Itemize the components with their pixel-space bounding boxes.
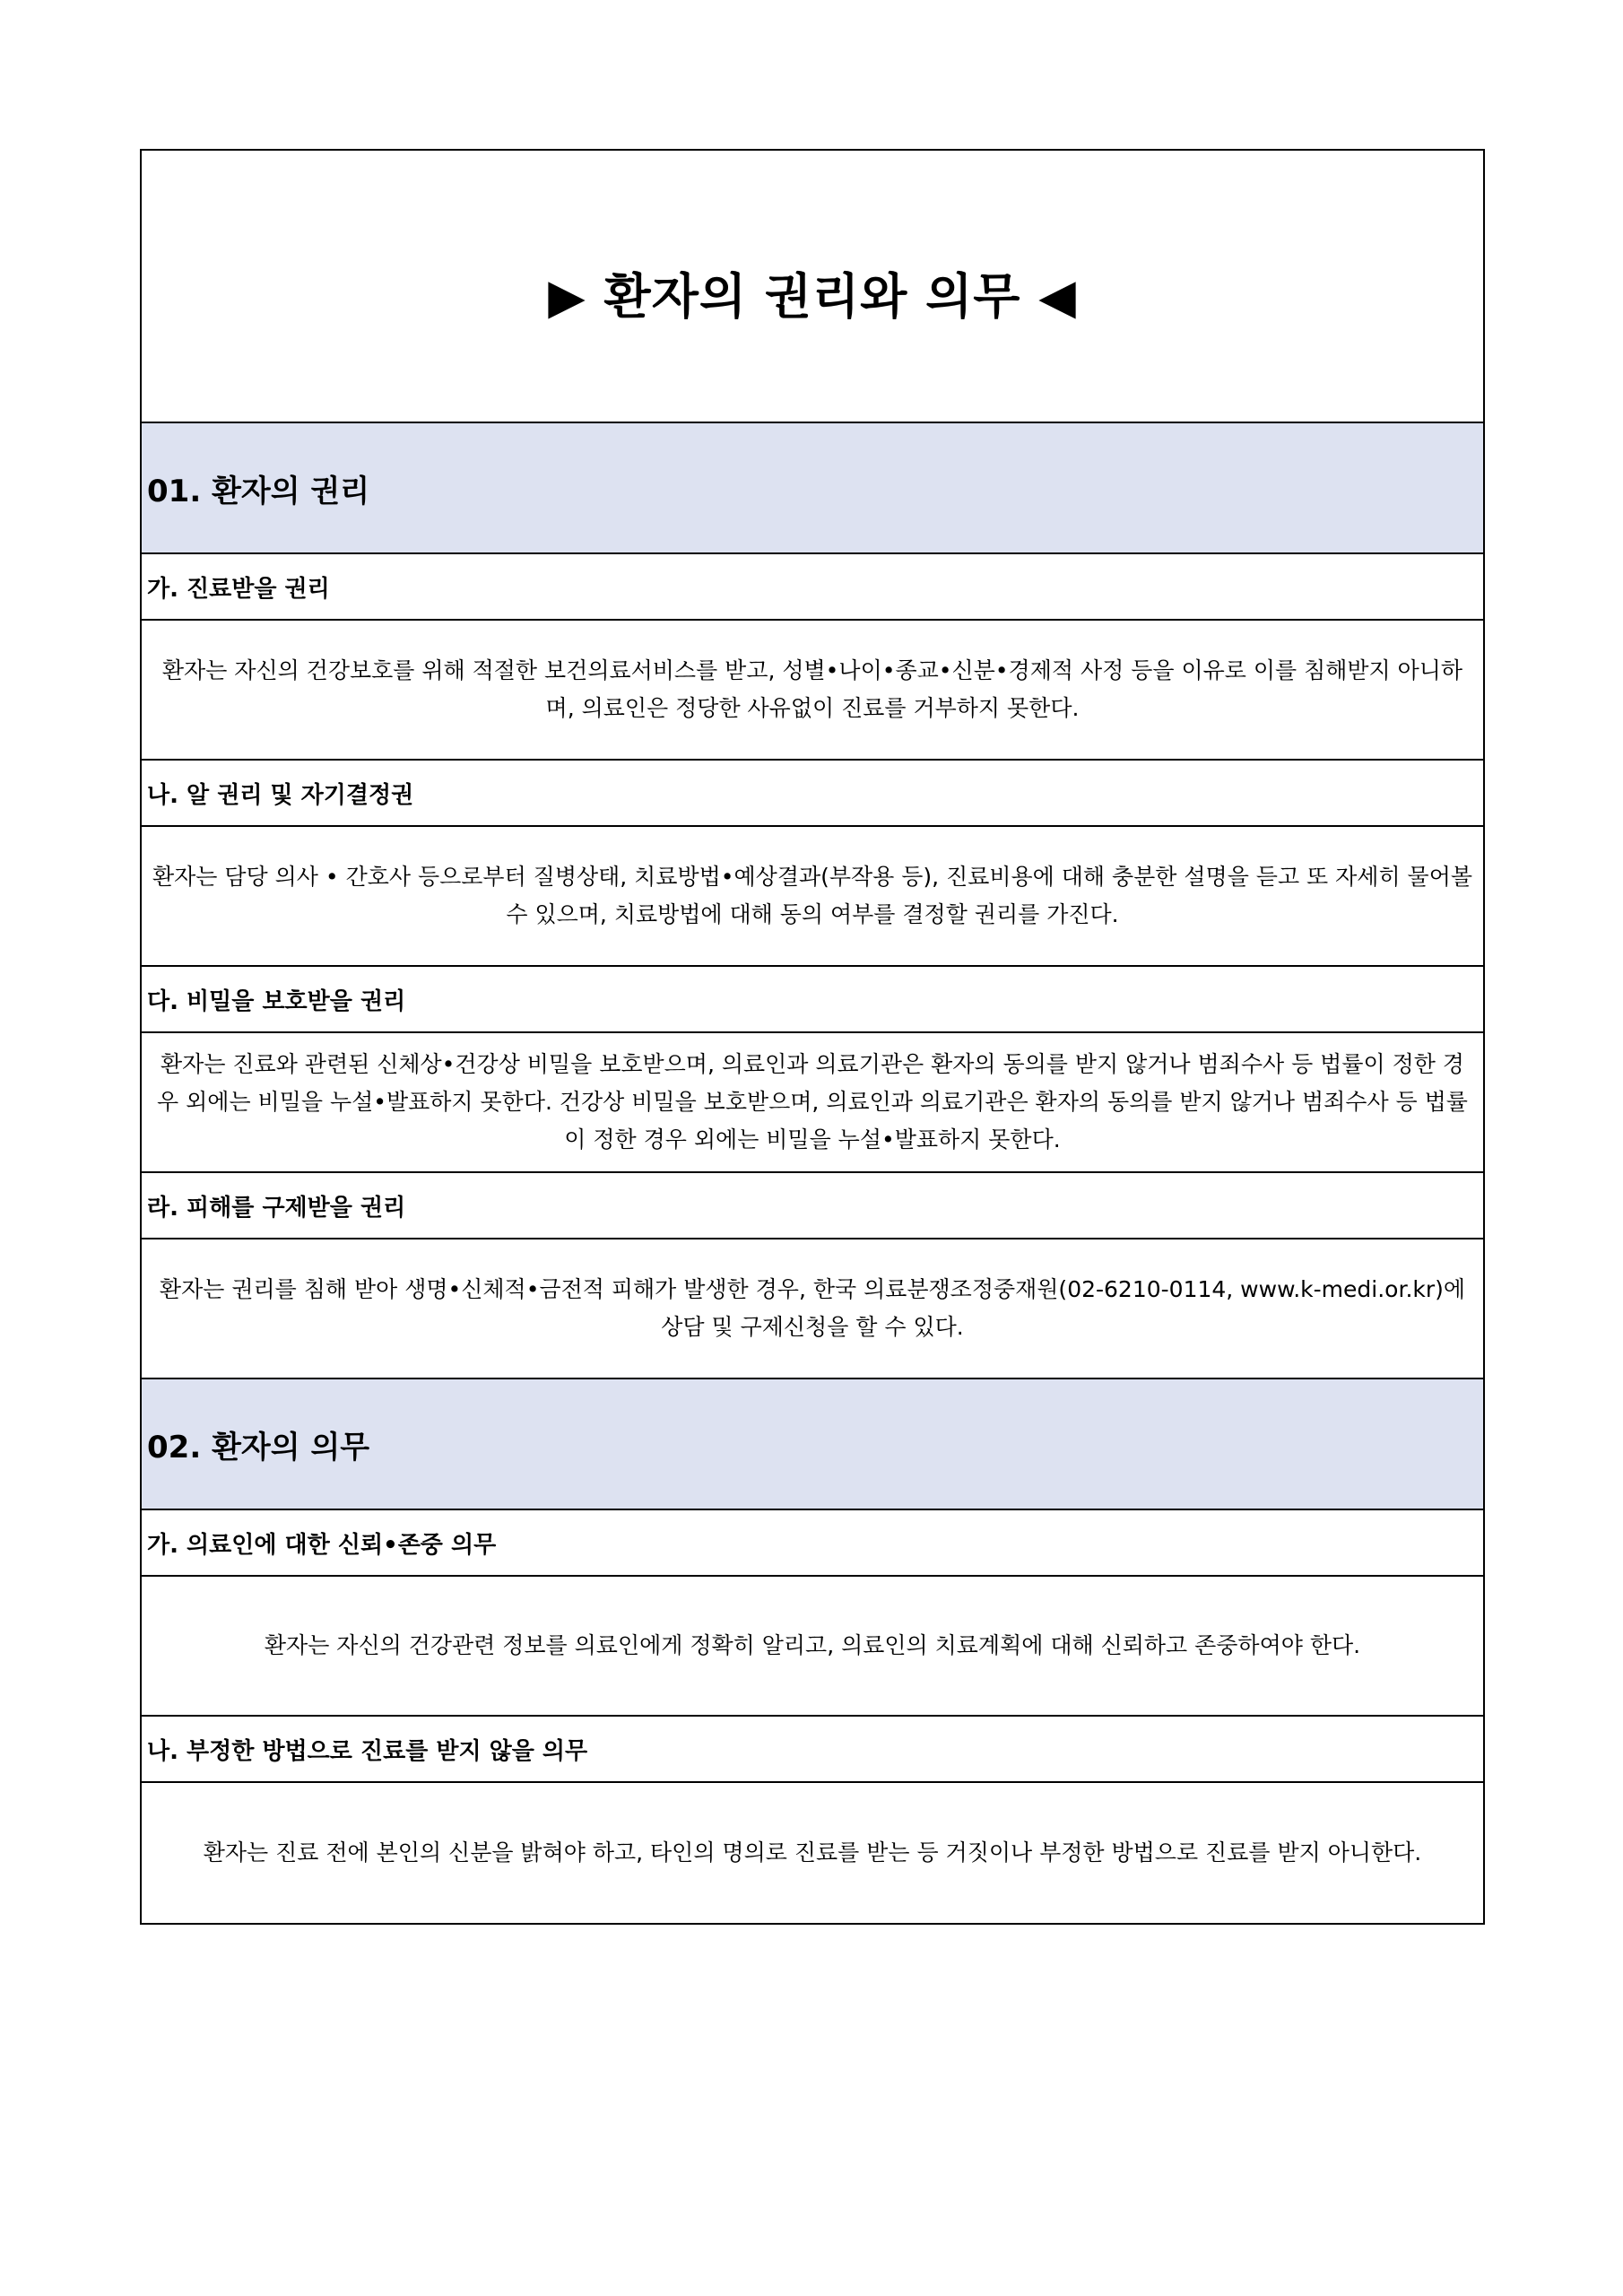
subsection-header (142, 1510, 1483, 1577)
body-text: 환자는 진료와 관련된 신체상•건강상 비밀을 보호받으며, 의료인과 의료기관은 환자의 동의를 받지 않거나 범죄수사 등 법률이 정한 경우 외에는 비밀을 누설•발표하지 못한다. 건강상 비밀을 보호받으며, 의료인과 의료기관은 환자의 동의를 받지 않거나 범죄수사 등 법률이 정한 경우 외에는 비밀을 누설•발표하지 못한다. (157, 1051, 1468, 1152)
subsection-header (142, 761, 1483, 827)
subsection-title: 다. 비밀을 보호받을 권리 (147, 987, 406, 1015)
subsection-body (142, 1239, 1483, 1379)
subsection-body (142, 1783, 1483, 1923)
subsection-title: 가. 의료인에 대한 신뢰•존중 의무 (147, 1531, 497, 1559)
subsection-body (142, 827, 1483, 967)
subsection-header (142, 554, 1483, 621)
section-title: 02. 환자의 의무 (147, 1429, 370, 1465)
body-text: 환자는 담당 의사 • 간호사 등으로부터 질병상태, 치료방법•예상결과(부작용 등), 진료비용에 대해 충분한 설명을 듣고 또 자세히 물어볼 수 있으며, 치료방법에 대해 동의 여부를 결정할 권리를 가진다. (152, 864, 1472, 927)
subsection-header (142, 1717, 1483, 1783)
subsection-header (142, 1173, 1483, 1239)
section-title: 01. 환자의 권리 (147, 473, 370, 509)
subsection-title: 나. 부정한 방법으로 진료를 받지 않을 의무 (147, 1737, 588, 1765)
subsection-title: 라. 피해를 구제받을 권리 (147, 1194, 406, 1222)
rights-and-duties-table (140, 149, 1485, 1925)
subsection-title: 나. 알 권리 및 자기결정권 (147, 781, 414, 809)
subsection-title: 가. 진료받을 권리 (147, 575, 330, 603)
subsection-body (142, 1577, 1483, 1717)
body-text: 환자는 진료 전에 본인의 신분을 밝혀야 하고, 타인의 명의로 진료를 받는 등 거짓이나 부정한 방법으로 진료를 받지 아니한다. (203, 1839, 1422, 1866)
body-text: 환자는 자신의 건강관련 정보를 의료인에게 정확히 알리고, 의료인의 치료계획에 대해 신뢰하고 존중하여야 한다. (264, 1632, 1361, 1658)
subsection-body (142, 1033, 1483, 1173)
title-row (142, 151, 1483, 423)
section-header-rights (142, 423, 1483, 554)
subsection-header (142, 967, 1483, 1033)
subsection-body (142, 621, 1483, 761)
body-text: 환자는 자신의 건강보호를 위해 적절한 보건의료서비스를 받고, 성별•나이•종교•신분•경제적 사정 등을 이유로 이를 침해받지 아니하며, 의료인은 정당한 사유없이 진료를 거부하지 못한다. (161, 657, 1463, 721)
body-text: 환자는 권리를 침해 받아 생명•신체적•금전적 피해가 발생한 경우, 한국 의료분쟁조정중재원(02-6210-0114, www.k-medi.or.kr)에 상담 및 구제신청을 할 수 있다. (159, 1276, 1466, 1340)
section-header-duties (142, 1379, 1483, 1510)
document-title: ▶ 환자의 권리와 의무 ◀ (548, 267, 1077, 325)
